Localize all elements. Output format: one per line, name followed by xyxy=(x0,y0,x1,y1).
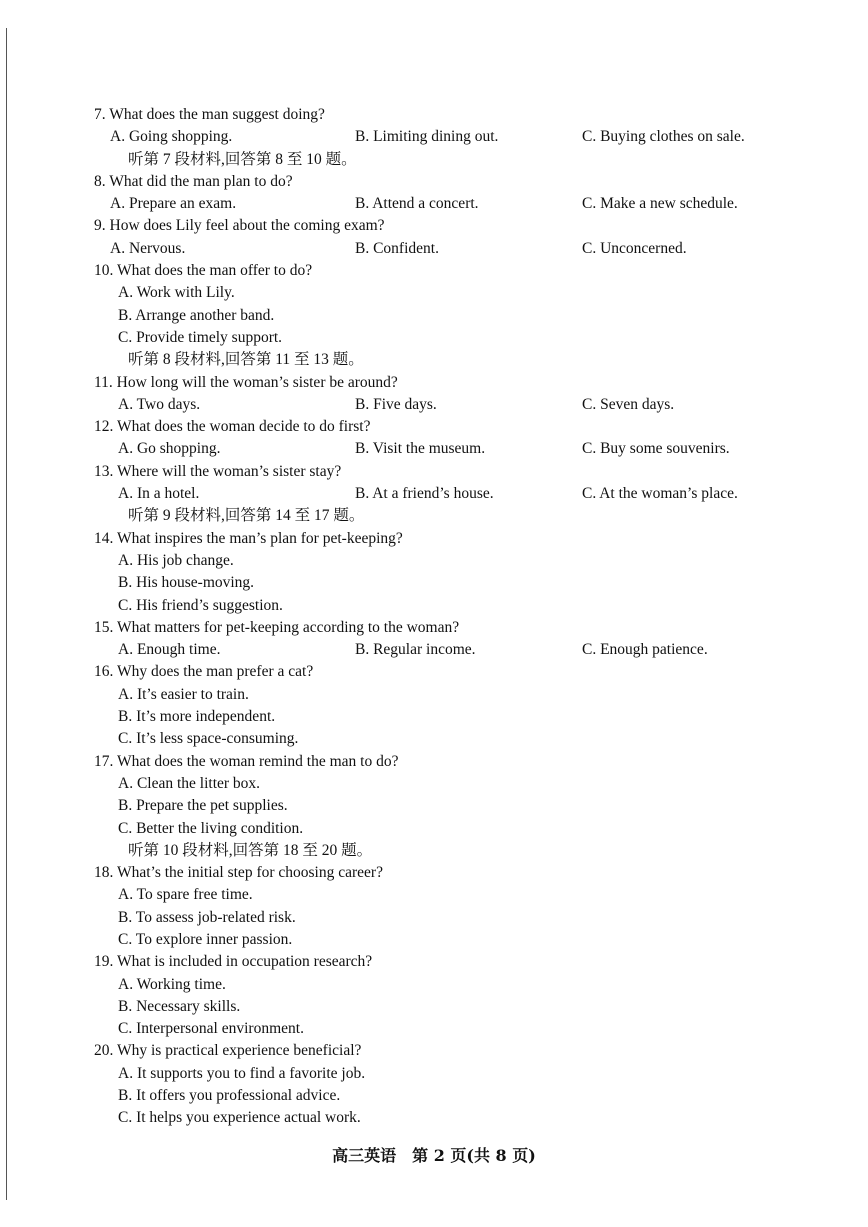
option-line xyxy=(0,595,868,617)
option-a: A. Two days. xyxy=(118,395,201,413)
option-line xyxy=(0,327,868,349)
option-a: A. Go shopping. xyxy=(118,440,221,458)
section-instruction: 听第 7 段材料,回答第 8 至 10 题。 xyxy=(128,150,357,168)
question-line xyxy=(0,661,868,683)
page-footer: 高三英语 第 2 页(共 8 页) xyxy=(332,1146,536,1165)
option-c: C. It helps you experience actual work. xyxy=(118,1109,361,1127)
question-line xyxy=(0,862,868,884)
option-c: C. Buy some souvenirs. xyxy=(582,440,730,458)
option-line xyxy=(0,907,868,929)
option-b: B. It’s more independent. xyxy=(118,708,276,726)
option-a: A. Work with Lily. xyxy=(118,284,235,302)
question-text: 12. What does the woman decide to do first? xyxy=(94,418,371,436)
question-line xyxy=(0,104,868,126)
question-text: 10. What does the man offer to do? xyxy=(94,262,313,280)
section-instruction-line xyxy=(0,505,868,527)
option-c: C. His friend’s suggestion. xyxy=(118,596,283,614)
option-b: B. Five days. xyxy=(355,395,437,413)
option-line xyxy=(0,684,868,706)
option-a: A. In a hotel. xyxy=(118,485,200,503)
question-list xyxy=(0,104,868,1130)
option-c: C. Unconcerned. xyxy=(582,239,687,257)
options-row xyxy=(0,394,868,416)
question-line xyxy=(0,461,868,483)
option-b: B. Necessary skills. xyxy=(118,997,241,1015)
option-b: B. At a friend’s house. xyxy=(355,485,494,503)
question-line xyxy=(0,260,868,282)
option-line xyxy=(0,282,868,304)
question-line xyxy=(0,751,868,773)
options-row xyxy=(0,483,868,505)
option-line xyxy=(0,1107,868,1129)
options-row xyxy=(0,639,868,661)
option-b: B. Attend a concert. xyxy=(355,195,479,213)
option-a: A. It’s easier to train. xyxy=(118,685,249,703)
option-b: B. His house-moving. xyxy=(118,574,255,592)
question-text: 20. Why is practical experience beneficial? xyxy=(94,1042,362,1060)
question-line xyxy=(0,617,868,639)
option-c: C. It’s less space-consuming. xyxy=(118,730,299,748)
question-text: 15. What matters for pet-keeping according to the woman? xyxy=(94,618,460,636)
option-line xyxy=(0,305,868,327)
section-instruction: 听第 8 段材料,回答第 11 至 13 题。 xyxy=(128,351,364,369)
option-line xyxy=(0,795,868,817)
question-text: 18. What’s the initial step for choosing career? xyxy=(94,864,383,882)
option-line xyxy=(0,974,868,996)
option-line xyxy=(0,1085,868,1107)
section-instruction: 听第 9 段材料,回答第 14 至 17 题。 xyxy=(128,507,365,525)
option-line xyxy=(0,818,868,840)
question-line xyxy=(0,951,868,973)
question-text: 9. How does Lily feel about the coming exam? xyxy=(94,217,385,235)
option-a: A. Nervous. xyxy=(110,239,186,257)
question-line xyxy=(0,528,868,550)
option-c: C. Buying clothes on sale. xyxy=(582,128,745,146)
option-a: A. To spare free time. xyxy=(118,886,253,904)
question-text: 17. What does the woman remind the man to do? xyxy=(94,752,399,770)
option-line xyxy=(0,728,868,750)
option-c: C. Better the living condition. xyxy=(118,819,304,837)
options-row xyxy=(0,438,868,460)
question-text: 16. Why does the man prefer a cat? xyxy=(94,663,314,681)
option-b: B. Prepare the pet supplies. xyxy=(118,797,288,815)
question-line xyxy=(0,372,868,394)
question-text: 13. Where will the woman’s sister stay? xyxy=(94,462,342,480)
question-text: 11. How long will the woman’s sister be around? xyxy=(94,373,398,391)
option-line xyxy=(0,572,868,594)
option-a: A. His job change. xyxy=(118,551,234,569)
option-line xyxy=(0,550,868,572)
question-line xyxy=(0,171,868,193)
section-instruction-line xyxy=(0,149,868,171)
option-line xyxy=(0,773,868,795)
question-text: 7. What does the man suggest doing? xyxy=(94,106,325,123)
question-line xyxy=(0,1040,868,1062)
option-line xyxy=(0,884,868,906)
option-b: B. Visit the museum. xyxy=(355,440,486,458)
question-text: 19. What is included in occupation research? xyxy=(94,953,373,971)
option-b: B. Arrange another band. xyxy=(118,306,275,324)
option-a: A. Working time. xyxy=(118,975,226,993)
option-c: C. Enough patience. xyxy=(582,641,708,659)
option-b: B. Limiting dining out. xyxy=(355,128,499,146)
section-instruction: 听第 10 段材料,回答第 18 至 20 题。 xyxy=(128,841,373,859)
options-row xyxy=(0,193,868,215)
option-b: B. It offers you professional advice. xyxy=(118,1087,341,1105)
question-line xyxy=(0,215,868,237)
options-row xyxy=(0,238,868,260)
option-c: C. Make a new schedule. xyxy=(582,195,738,213)
question-text: 8. What did the man plan to do? xyxy=(94,172,293,190)
question-line xyxy=(0,416,868,438)
option-a: A. Enough time. xyxy=(118,641,221,659)
option-line xyxy=(0,706,868,728)
section-instruction-line xyxy=(0,840,868,862)
option-a: A. Clean the litter box. xyxy=(118,774,261,792)
option-a: A. Going shopping. xyxy=(110,128,233,146)
section-instruction-line xyxy=(0,349,868,371)
option-c: C. Seven days. xyxy=(582,395,675,413)
option-c: C. Provide timely support. xyxy=(118,328,283,346)
options-row xyxy=(0,126,868,148)
option-a: A. It supports you to find a favorite job. xyxy=(118,1064,366,1082)
option-b: B. Confident. xyxy=(355,239,439,257)
option-a: A. Prepare an exam. xyxy=(110,195,237,213)
option-line xyxy=(0,929,868,951)
question-text: 14. What inspires the man’s plan for pet-keeping? xyxy=(94,529,403,547)
option-c: C. Interpersonal environment. xyxy=(118,1020,304,1038)
option-c: C. At the woman’s place. xyxy=(582,485,738,503)
option-line xyxy=(0,1063,868,1085)
option-c: C. To explore inner passion. xyxy=(118,930,293,948)
option-b: B. To assess job-related risk. xyxy=(118,908,296,926)
option-line xyxy=(0,996,868,1018)
option-line xyxy=(0,1018,868,1040)
option-b: B. Regular income. xyxy=(355,641,476,659)
